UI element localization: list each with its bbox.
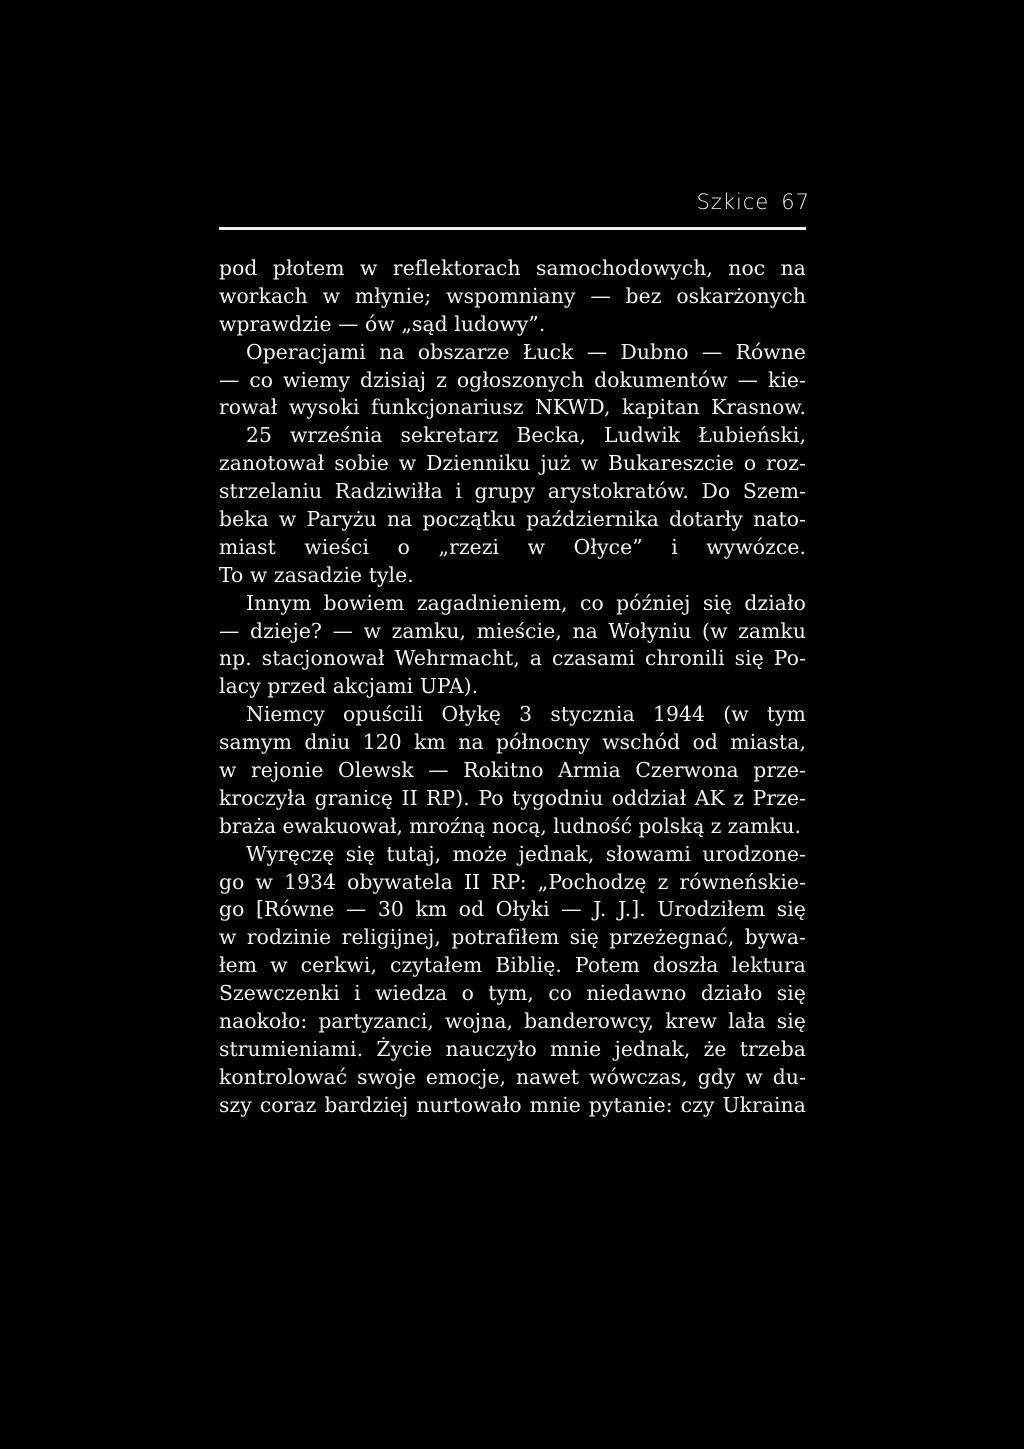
text-line: w rodzinie religijnej, potrafiłem się przeżegnać, bywa-	[219, 925, 806, 950]
text-line: pod płotem w reflektorach samochodowych, noc na	[219, 256, 806, 280]
text-line: beka w Paryżu na początku października dotarły nato-	[219, 507, 806, 532]
running-head	[696, 190, 810, 214]
text-line: Innym bowiem zagadnieniem, co później się działo	[246, 590, 806, 615]
section-title: Szkice	[696, 190, 770, 214]
text-line: w rejonie Olewsk — Rokitno Armia Czerwona prze-	[219, 758, 806, 783]
text-line: samym dniu 120 km na północny wschód od miasta,	[219, 730, 806, 755]
text-line: go [Równe — 30 km od Ołyki — J. J.]. Urodziłem się	[219, 897, 806, 922]
text-line: naokoło: partyzanci, wojna, banderowcy, krew lała się	[219, 1009, 806, 1034]
text-line: lacy przed akcjami UPA).	[219, 674, 479, 699]
text-line: strzelaniu Radziwiłła i grupy arystokratów. Do Szem-	[219, 479, 806, 504]
text-line: wprawdzie — ów „sąd ludowy”.	[219, 311, 546, 336]
text-line: go w 1934 obywatela II RP: „Pochodzę z równeńskie-	[219, 869, 806, 894]
text-line: szy coraz bardziej nurtowało mnie pytanie: czy Ukraina	[219, 1092, 806, 1117]
text-line: kontrolować swoje emocje, nawet wówczas, gdy w du-	[219, 1064, 806, 1089]
text-line: Operacjami na obszarze Łuck — Dubno — Równe	[246, 339, 806, 364]
text-line: np. stacjonował Wehrmacht, a czasami chronili się Po-	[219, 646, 806, 671]
text-line: miast wieści o „rzezi w Ołyce” i wywózce.	[219, 534, 806, 559]
text-line: — co wiemy dzisiaj z ogłoszonych dokumentów — kie-	[219, 367, 806, 392]
text-line: — dzieje? — w zamku, mieście, na Wołyniu (w zamku	[219, 618, 806, 643]
text-line: rował wysoki funkcjonariusz NKWD, kapitan Krasnow.	[219, 395, 806, 420]
body-text	[219, 255, 806, 1120]
text-line: 25 września sekretarz Becka, Ludwik Łubieński,	[246, 423, 806, 448]
text-line: braża ewakuował, mroźną nocą, ludność polską z zamku.	[219, 813, 801, 838]
text-line: łem w cerkwi, czytałem Biblię. Potem doszła lektura	[219, 953, 806, 978]
text-line: workach w młynie; wspomniany — bez oskarżonych	[219, 283, 806, 308]
text-line: kroczyła granicę II RP). Po tygodniu oddział AK z Prze-	[219, 785, 806, 810]
header-rule	[219, 227, 806, 230]
page-number: 67	[781, 190, 810, 214]
text-line: Niemcy opuścili Ołykę 3 stycznia 1944 (w tym	[246, 702, 806, 727]
text-line: Wyręczę się tutaj, może jednak, słowami urodzone-	[246, 841, 806, 866]
text-line: Szewczenki i wiedza o tym, co niedawno działo się	[219, 981, 806, 1006]
text-line: To w zasadzie tyle.	[219, 562, 414, 587]
text-line: zanotował sobie w Dzienniku już w Bukareszcie o roz-	[219, 451, 806, 476]
text-line: strumieniami. Życie nauczyło mnie jednak, że trzeba	[219, 1036, 806, 1061]
